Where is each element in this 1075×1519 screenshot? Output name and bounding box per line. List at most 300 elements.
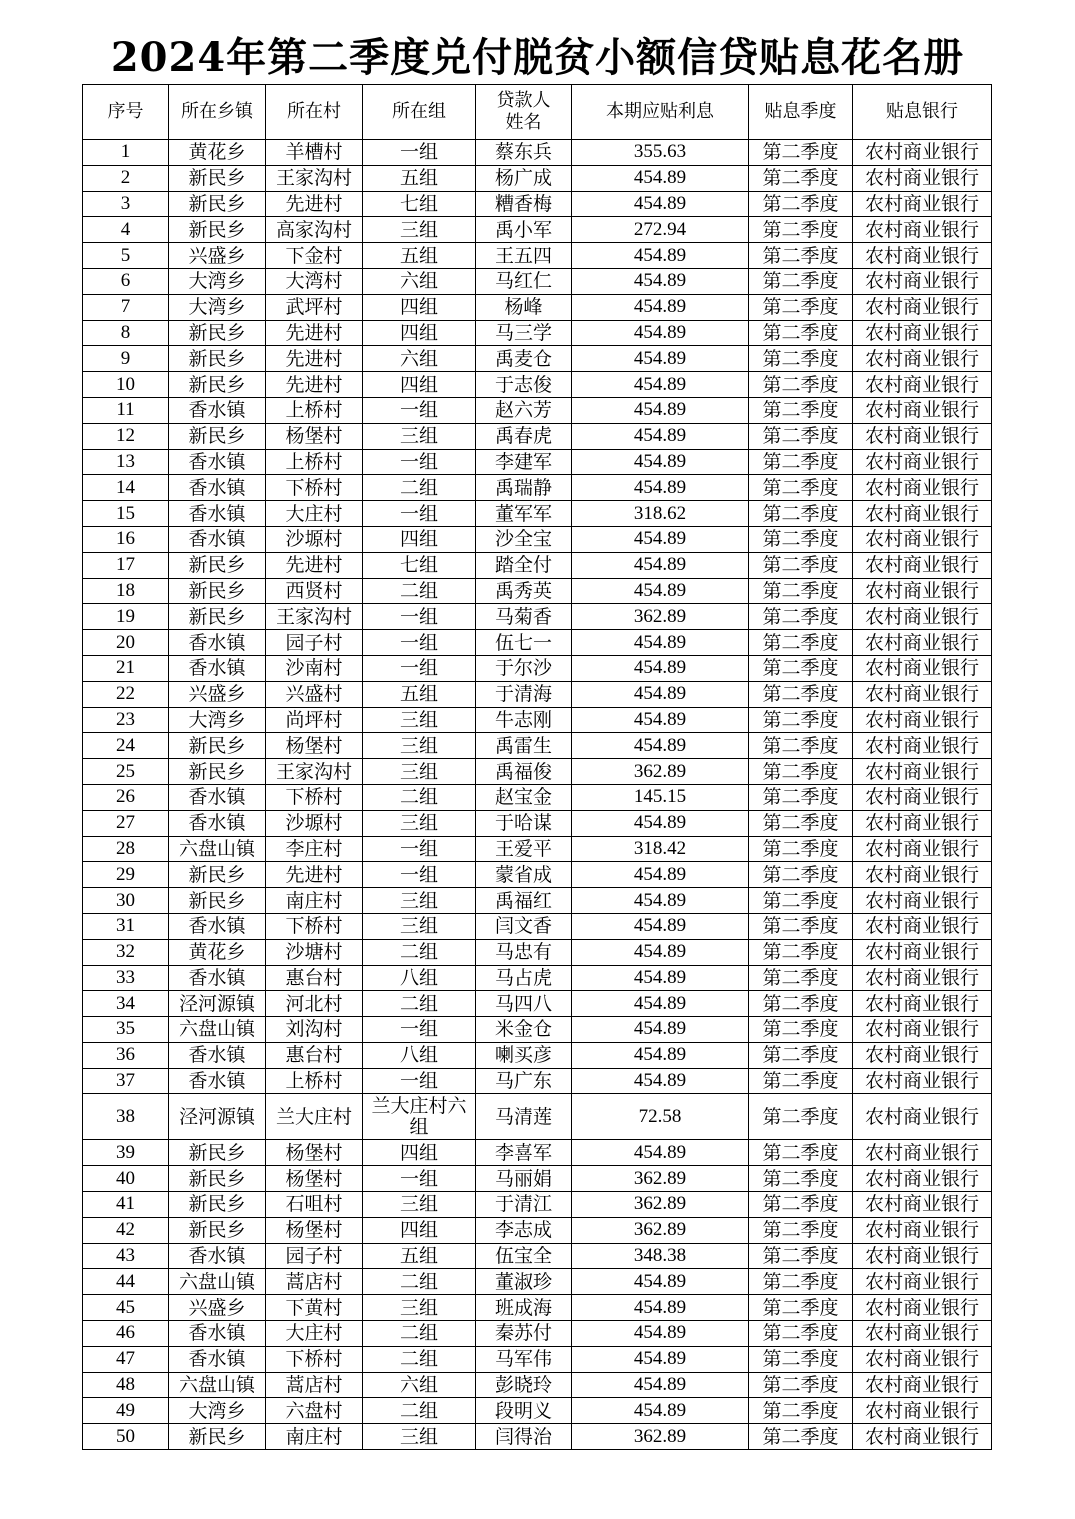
cell-group: 四组 bbox=[363, 1140, 476, 1166]
cell-index: 13 bbox=[83, 449, 169, 475]
cell-village: 园子村 bbox=[266, 1243, 363, 1269]
cell-index: 12 bbox=[83, 423, 169, 449]
cell-township: 新民乡 bbox=[169, 372, 266, 398]
cell-township: 新民乡 bbox=[169, 165, 266, 191]
cell-village: 下桥村 bbox=[266, 913, 363, 939]
cell-borrower-name: 马三学 bbox=[476, 320, 572, 346]
cell-village: 下桥村 bbox=[266, 784, 363, 810]
cell-township: 兴盛乡 bbox=[169, 681, 266, 707]
cell-township: 香水镇 bbox=[169, 1068, 266, 1094]
cell-village: 先进村 bbox=[266, 191, 363, 217]
cell-township: 大湾乡 bbox=[169, 294, 266, 320]
cell-interest: 454.89 bbox=[572, 294, 749, 320]
table-row bbox=[83, 1094, 992, 1140]
table-row bbox=[83, 836, 992, 862]
header-village: 所在村 bbox=[266, 85, 363, 140]
cell-interest: 454.89 bbox=[572, 913, 749, 939]
table-row bbox=[83, 888, 992, 914]
cell-borrower-name: 禹福俊 bbox=[476, 759, 572, 785]
cell-group: 三组 bbox=[363, 1192, 476, 1218]
cell-bank: 农村商业银行 bbox=[853, 681, 992, 707]
cell-borrower-name: 禹瑞静 bbox=[476, 475, 572, 501]
cell-borrower-name: 禹福红 bbox=[476, 888, 572, 914]
cell-borrower-name: 沙全宝 bbox=[476, 526, 572, 552]
cell-borrower-name: 王五四 bbox=[476, 243, 572, 269]
table-row bbox=[83, 1295, 992, 1321]
cell-borrower-name: 段明义 bbox=[476, 1398, 572, 1424]
cell-township: 泾河源镇 bbox=[169, 991, 266, 1017]
table-row bbox=[83, 991, 992, 1017]
cell-quarter: 第二季度 bbox=[749, 320, 853, 346]
cell-group: 一组 bbox=[363, 1017, 476, 1043]
cell-township: 新民乡 bbox=[169, 423, 266, 449]
cell-bank: 农村商业银行 bbox=[853, 784, 992, 810]
cell-village: 园子村 bbox=[266, 630, 363, 656]
cell-group: 一组 bbox=[363, 862, 476, 888]
cell-index: 33 bbox=[83, 965, 169, 991]
cell-quarter: 第二季度 bbox=[749, 372, 853, 398]
cell-bank: 农村商业银行 bbox=[853, 939, 992, 965]
cell-index: 6 bbox=[83, 268, 169, 294]
cell-bank: 农村商业银行 bbox=[853, 862, 992, 888]
table-row bbox=[83, 759, 992, 785]
cell-township: 新民乡 bbox=[169, 217, 266, 243]
cell-township: 新民乡 bbox=[169, 733, 266, 759]
cell-bank: 农村商业银行 bbox=[853, 294, 992, 320]
cell-interest: 454.89 bbox=[572, 1017, 749, 1043]
table-row bbox=[83, 397, 992, 423]
cell-interest: 454.89 bbox=[572, 810, 749, 836]
cell-index: 46 bbox=[83, 1321, 169, 1347]
cell-interest: 454.89 bbox=[572, 1346, 749, 1372]
cell-quarter: 第二季度 bbox=[749, 1192, 853, 1218]
cell-borrower-name: 马清莲 bbox=[476, 1094, 572, 1140]
table-row bbox=[83, 1243, 992, 1269]
cell-index: 1 bbox=[83, 140, 169, 166]
cell-borrower-name: 米金仓 bbox=[476, 1017, 572, 1043]
cell-index: 14 bbox=[83, 475, 169, 501]
cell-group: 二组 bbox=[363, 1321, 476, 1347]
cell-bank: 农村商业银行 bbox=[853, 707, 992, 733]
cell-quarter: 第二季度 bbox=[749, 733, 853, 759]
cell-township: 新民乡 bbox=[169, 191, 266, 217]
cell-borrower-name: 于尔沙 bbox=[476, 655, 572, 681]
cell-village: 下黄村 bbox=[266, 1295, 363, 1321]
cell-quarter: 第二季度 bbox=[749, 655, 853, 681]
table-row bbox=[83, 268, 992, 294]
cell-interest: 454.89 bbox=[572, 1372, 749, 1398]
cell-quarter: 第二季度 bbox=[749, 1269, 853, 1295]
cell-bank: 农村商业银行 bbox=[853, 320, 992, 346]
table-row bbox=[83, 294, 992, 320]
cell-bank: 农村商业银行 bbox=[853, 630, 992, 656]
cell-village: 大庄村 bbox=[266, 1321, 363, 1347]
cell-interest: 145.15 bbox=[572, 784, 749, 810]
cell-interest: 454.89 bbox=[572, 707, 749, 733]
cell-index: 10 bbox=[83, 372, 169, 398]
cell-index: 40 bbox=[83, 1166, 169, 1192]
header-quarter: 贴息季度 bbox=[749, 85, 853, 140]
cell-group: 一组 bbox=[363, 604, 476, 630]
cell-quarter: 第二季度 bbox=[749, 475, 853, 501]
cell-village: 六盘村 bbox=[266, 1398, 363, 1424]
cell-quarter: 第二季度 bbox=[749, 165, 853, 191]
cell-interest: 454.89 bbox=[572, 397, 749, 423]
cell-township: 新民乡 bbox=[169, 346, 266, 372]
cell-village: 高家沟村 bbox=[266, 217, 363, 243]
cell-index: 29 bbox=[83, 862, 169, 888]
table-row bbox=[83, 913, 992, 939]
cell-index: 28 bbox=[83, 836, 169, 862]
cell-bank: 农村商业银行 bbox=[853, 1017, 992, 1043]
cell-group: 六组 bbox=[363, 346, 476, 372]
cell-village: 王家沟村 bbox=[266, 759, 363, 785]
cell-township: 新民乡 bbox=[169, 1140, 266, 1166]
cell-interest: 348.38 bbox=[572, 1243, 749, 1269]
cell-borrower-name: 禹小军 bbox=[476, 217, 572, 243]
cell-group: 二组 bbox=[363, 939, 476, 965]
cell-bank: 农村商业银行 bbox=[853, 140, 992, 166]
cell-quarter: 第二季度 bbox=[749, 784, 853, 810]
cell-township: 新民乡 bbox=[169, 1192, 266, 1218]
cell-village: 王家沟村 bbox=[266, 165, 363, 191]
table-row bbox=[83, 578, 992, 604]
cell-township: 香水镇 bbox=[169, 913, 266, 939]
cell-township: 新民乡 bbox=[169, 604, 266, 630]
cell-village: 沙塬村 bbox=[266, 526, 363, 552]
cell-borrower-name: 王爱平 bbox=[476, 836, 572, 862]
cell-group: 四组 bbox=[363, 294, 476, 320]
cell-quarter: 第二季度 bbox=[749, 552, 853, 578]
cell-quarter: 第二季度 bbox=[749, 1321, 853, 1347]
cell-borrower-name: 马忠有 bbox=[476, 939, 572, 965]
cell-borrower-name: 禹秀英 bbox=[476, 578, 572, 604]
cell-township: 香水镇 bbox=[169, 526, 266, 552]
cell-township: 香水镇 bbox=[169, 1321, 266, 1347]
cell-group: 一组 bbox=[363, 501, 476, 527]
subsidy-roster-table bbox=[82, 84, 992, 1450]
header-borrower-name: 贷款人姓名 bbox=[476, 85, 572, 140]
cell-interest: 454.89 bbox=[572, 1042, 749, 1068]
cell-quarter: 第二季度 bbox=[749, 1346, 853, 1372]
cell-index: 24 bbox=[83, 733, 169, 759]
table-row bbox=[83, 1269, 992, 1295]
cell-bank: 农村商业银行 bbox=[853, 810, 992, 836]
cell-interest: 454.89 bbox=[572, 526, 749, 552]
cell-group: 三组 bbox=[363, 217, 476, 243]
cell-quarter: 第二季度 bbox=[749, 1398, 853, 1424]
cell-village: 南庄村 bbox=[266, 888, 363, 914]
cell-village: 刘沟村 bbox=[266, 1017, 363, 1043]
table-row bbox=[83, 939, 992, 965]
cell-village: 上桥村 bbox=[266, 1068, 363, 1094]
cell-village: 上桥村 bbox=[266, 397, 363, 423]
cell-group: 三组 bbox=[363, 733, 476, 759]
cell-quarter: 第二季度 bbox=[749, 604, 853, 630]
table-row bbox=[83, 784, 992, 810]
cell-interest: 355.63 bbox=[572, 140, 749, 166]
cell-township: 大湾乡 bbox=[169, 707, 266, 733]
cell-index: 8 bbox=[83, 320, 169, 346]
cell-index: 22 bbox=[83, 681, 169, 707]
cell-township: 香水镇 bbox=[169, 475, 266, 501]
cell-village: 下桥村 bbox=[266, 1346, 363, 1372]
cell-bank: 农村商业银行 bbox=[853, 1217, 992, 1243]
table-row bbox=[83, 1042, 992, 1068]
cell-township: 新民乡 bbox=[169, 1166, 266, 1192]
table-row bbox=[83, 965, 992, 991]
cell-interest: 362.89 bbox=[572, 1217, 749, 1243]
cell-group: 六组 bbox=[363, 268, 476, 294]
cell-interest: 454.89 bbox=[572, 1068, 749, 1094]
cell-bank: 农村商业银行 bbox=[853, 372, 992, 398]
table-row bbox=[83, 1140, 992, 1166]
cell-group: 三组 bbox=[363, 1295, 476, 1321]
cell-interest: 362.89 bbox=[572, 1192, 749, 1218]
cell-village: 河北村 bbox=[266, 991, 363, 1017]
cell-borrower-name: 赵宝金 bbox=[476, 784, 572, 810]
cell-interest: 454.89 bbox=[572, 552, 749, 578]
cell-bank: 农村商业银行 bbox=[853, 552, 992, 578]
table-row bbox=[83, 810, 992, 836]
cell-village: 南庄村 bbox=[266, 1424, 363, 1450]
cell-township: 香水镇 bbox=[169, 655, 266, 681]
cell-borrower-name: 马占虎 bbox=[476, 965, 572, 991]
cell-village: 大湾村 bbox=[266, 268, 363, 294]
cell-index: 11 bbox=[83, 397, 169, 423]
cell-interest: 454.89 bbox=[572, 888, 749, 914]
cell-index: 38 bbox=[83, 1094, 169, 1140]
cell-quarter: 第二季度 bbox=[749, 449, 853, 475]
cell-group: 四组 bbox=[363, 320, 476, 346]
cell-village: 王家沟村 bbox=[266, 604, 363, 630]
table-row bbox=[83, 501, 992, 527]
cell-interest: 454.89 bbox=[572, 449, 749, 475]
cell-index: 47 bbox=[83, 1346, 169, 1372]
cell-borrower-name: 禹麦仓 bbox=[476, 346, 572, 372]
cell-bank: 农村商业银行 bbox=[853, 1068, 992, 1094]
cell-village: 兴盛村 bbox=[266, 681, 363, 707]
table-row bbox=[83, 1424, 992, 1450]
cell-borrower-name: 伍七一 bbox=[476, 630, 572, 656]
cell-borrower-name: 马广东 bbox=[476, 1068, 572, 1094]
cell-bank: 农村商业银行 bbox=[853, 1398, 992, 1424]
cell-interest: 362.89 bbox=[572, 604, 749, 630]
cell-index: 25 bbox=[83, 759, 169, 785]
cell-village: 蒿店村 bbox=[266, 1372, 363, 1398]
cell-index: 2 bbox=[83, 165, 169, 191]
cell-group: 一组 bbox=[363, 655, 476, 681]
cell-quarter: 第二季度 bbox=[749, 1372, 853, 1398]
cell-quarter: 第二季度 bbox=[749, 526, 853, 552]
cell-village: 羊槽村 bbox=[266, 140, 363, 166]
cell-quarter: 第二季度 bbox=[749, 1166, 853, 1192]
cell-interest: 454.89 bbox=[572, 578, 749, 604]
cell-quarter: 第二季度 bbox=[749, 939, 853, 965]
cell-bank: 农村商业银行 bbox=[853, 1295, 992, 1321]
cell-bank: 农村商业银行 bbox=[853, 1140, 992, 1166]
table-row bbox=[83, 1068, 992, 1094]
cell-quarter: 第二季度 bbox=[749, 759, 853, 785]
cell-bank: 农村商业银行 bbox=[853, 346, 992, 372]
cell-village: 蒿店村 bbox=[266, 1269, 363, 1295]
cell-borrower-name: 禹雷生 bbox=[476, 733, 572, 759]
cell-interest: 454.89 bbox=[572, 1321, 749, 1347]
cell-quarter: 第二季度 bbox=[749, 243, 853, 269]
cell-interest: 454.89 bbox=[572, 1295, 749, 1321]
cell-quarter: 第二季度 bbox=[749, 681, 853, 707]
header-township: 所在乡镇 bbox=[169, 85, 266, 140]
cell-township: 香水镇 bbox=[169, 449, 266, 475]
cell-village: 先进村 bbox=[266, 372, 363, 398]
cell-bank: 农村商业银行 bbox=[853, 475, 992, 501]
cell-quarter: 第二季度 bbox=[749, 1243, 853, 1269]
table-row bbox=[83, 630, 992, 656]
cell-borrower-name: 马军伟 bbox=[476, 1346, 572, 1372]
cell-interest: 454.89 bbox=[572, 655, 749, 681]
cell-group: 二组 bbox=[363, 1398, 476, 1424]
table-row bbox=[83, 346, 992, 372]
table-row bbox=[83, 475, 992, 501]
cell-bank: 农村商业银行 bbox=[853, 1321, 992, 1347]
cell-group: 五组 bbox=[363, 1243, 476, 1269]
cell-index: 39 bbox=[83, 1140, 169, 1166]
cell-index: 49 bbox=[83, 1398, 169, 1424]
cell-borrower-name: 赵六芳 bbox=[476, 397, 572, 423]
cell-group: 三组 bbox=[363, 810, 476, 836]
cell-index: 21 bbox=[83, 655, 169, 681]
cell-index: 43 bbox=[83, 1243, 169, 1269]
cell-group: 一组 bbox=[363, 397, 476, 423]
cell-index: 32 bbox=[83, 939, 169, 965]
cell-quarter: 第二季度 bbox=[749, 268, 853, 294]
cell-quarter: 第二季度 bbox=[749, 1094, 853, 1140]
cell-interest: 454.89 bbox=[572, 1398, 749, 1424]
cell-index: 27 bbox=[83, 810, 169, 836]
cell-group: 一组 bbox=[363, 1166, 476, 1192]
cell-index: 7 bbox=[83, 294, 169, 320]
table-row bbox=[83, 1346, 992, 1372]
cell-quarter: 第二季度 bbox=[749, 1017, 853, 1043]
cell-quarter: 第二季度 bbox=[749, 140, 853, 166]
cell-township: 香水镇 bbox=[169, 965, 266, 991]
cell-group: 一组 bbox=[363, 140, 476, 166]
cell-interest: 454.89 bbox=[572, 475, 749, 501]
cell-borrower-name: 于清海 bbox=[476, 681, 572, 707]
cell-index: 26 bbox=[83, 784, 169, 810]
cell-borrower-name: 杨广成 bbox=[476, 165, 572, 191]
cell-township: 兴盛乡 bbox=[169, 243, 266, 269]
cell-group: 一组 bbox=[363, 630, 476, 656]
table-row bbox=[83, 1166, 992, 1192]
cell-village: 上桥村 bbox=[266, 449, 363, 475]
cell-group: 三组 bbox=[363, 913, 476, 939]
cell-bank: 农村商业银行 bbox=[853, 397, 992, 423]
cell-borrower-name: 蒙省成 bbox=[476, 862, 572, 888]
cell-quarter: 第二季度 bbox=[749, 423, 853, 449]
cell-village: 沙塬村 bbox=[266, 810, 363, 836]
document-title: 2024年第二季度兑付脱贫小额信贷贴息花名册 bbox=[110, 34, 965, 81]
table-row bbox=[83, 1017, 992, 1043]
cell-bank: 农村商业银行 bbox=[853, 243, 992, 269]
cell-village: 石咀村 bbox=[266, 1192, 363, 1218]
cell-group: 二组 bbox=[363, 1269, 476, 1295]
table-row bbox=[83, 552, 992, 578]
cell-township: 香水镇 bbox=[169, 1243, 266, 1269]
cell-township: 新民乡 bbox=[169, 1217, 266, 1243]
table-row bbox=[83, 526, 992, 552]
cell-township: 香水镇 bbox=[169, 1346, 266, 1372]
cell-group: 三组 bbox=[363, 759, 476, 785]
cell-village: 先进村 bbox=[266, 320, 363, 346]
cell-bank: 农村商业银行 bbox=[853, 836, 992, 862]
cell-bank: 农村商业银行 bbox=[853, 913, 992, 939]
cell-bank: 农村商业银行 bbox=[853, 1243, 992, 1269]
cell-interest: 454.89 bbox=[572, 320, 749, 346]
table-row bbox=[83, 449, 992, 475]
cell-village: 沙南村 bbox=[266, 655, 363, 681]
header-group: 所在组 bbox=[363, 85, 476, 140]
cell-bank: 农村商业银行 bbox=[853, 423, 992, 449]
cell-interest: 454.89 bbox=[572, 423, 749, 449]
cell-village: 先进村 bbox=[266, 552, 363, 578]
header-index: 序号 bbox=[83, 85, 169, 140]
cell-village: 惠台村 bbox=[266, 965, 363, 991]
cell-index: 19 bbox=[83, 604, 169, 630]
cell-borrower-name: 蔡东兵 bbox=[476, 140, 572, 166]
cell-borrower-name: 董淑珍 bbox=[476, 1269, 572, 1295]
cell-village: 李庄村 bbox=[266, 836, 363, 862]
cell-group: 五组 bbox=[363, 165, 476, 191]
cell-group: 二组 bbox=[363, 578, 476, 604]
cell-borrower-name: 糟香梅 bbox=[476, 191, 572, 217]
cell-interest: 318.42 bbox=[572, 836, 749, 862]
cell-group: 二组 bbox=[363, 991, 476, 1017]
cell-borrower-name: 踏全付 bbox=[476, 552, 572, 578]
cell-village: 兰大庄村 bbox=[266, 1094, 363, 1140]
cell-group: 七组 bbox=[363, 552, 476, 578]
cell-interest: 318.62 bbox=[572, 501, 749, 527]
cell-borrower-name: 闫得治 bbox=[476, 1424, 572, 1450]
cell-index: 45 bbox=[83, 1295, 169, 1321]
cell-index: 30 bbox=[83, 888, 169, 914]
cell-township: 香水镇 bbox=[169, 1042, 266, 1068]
table-row bbox=[83, 243, 992, 269]
cell-village: 杨堡村 bbox=[266, 1166, 363, 1192]
cell-bank: 农村商业银行 bbox=[853, 733, 992, 759]
cell-group: 四组 bbox=[363, 1217, 476, 1243]
cell-quarter: 第二季度 bbox=[749, 965, 853, 991]
cell-borrower-name: 班成海 bbox=[476, 1295, 572, 1321]
cell-village: 杨堡村 bbox=[266, 423, 363, 449]
cell-index: 16 bbox=[83, 526, 169, 552]
cell-bank: 农村商业银行 bbox=[853, 526, 992, 552]
cell-borrower-name: 马四八 bbox=[476, 991, 572, 1017]
cell-quarter: 第二季度 bbox=[749, 836, 853, 862]
cell-township: 六盘山镇 bbox=[169, 1017, 266, 1043]
cell-bank: 农村商业银行 bbox=[853, 1042, 992, 1068]
cell-interest: 454.89 bbox=[572, 991, 749, 1017]
cell-bank: 农村商业银行 bbox=[853, 1269, 992, 1295]
table-row bbox=[83, 1192, 992, 1218]
cell-township: 大湾乡 bbox=[169, 268, 266, 294]
cell-township: 泾河源镇 bbox=[169, 1094, 266, 1140]
table-row bbox=[83, 1372, 992, 1398]
cell-index: 31 bbox=[83, 913, 169, 939]
cell-borrower-name: 闫文香 bbox=[476, 913, 572, 939]
cell-bank: 农村商业银行 bbox=[853, 1346, 992, 1372]
cell-group: 七组 bbox=[363, 191, 476, 217]
